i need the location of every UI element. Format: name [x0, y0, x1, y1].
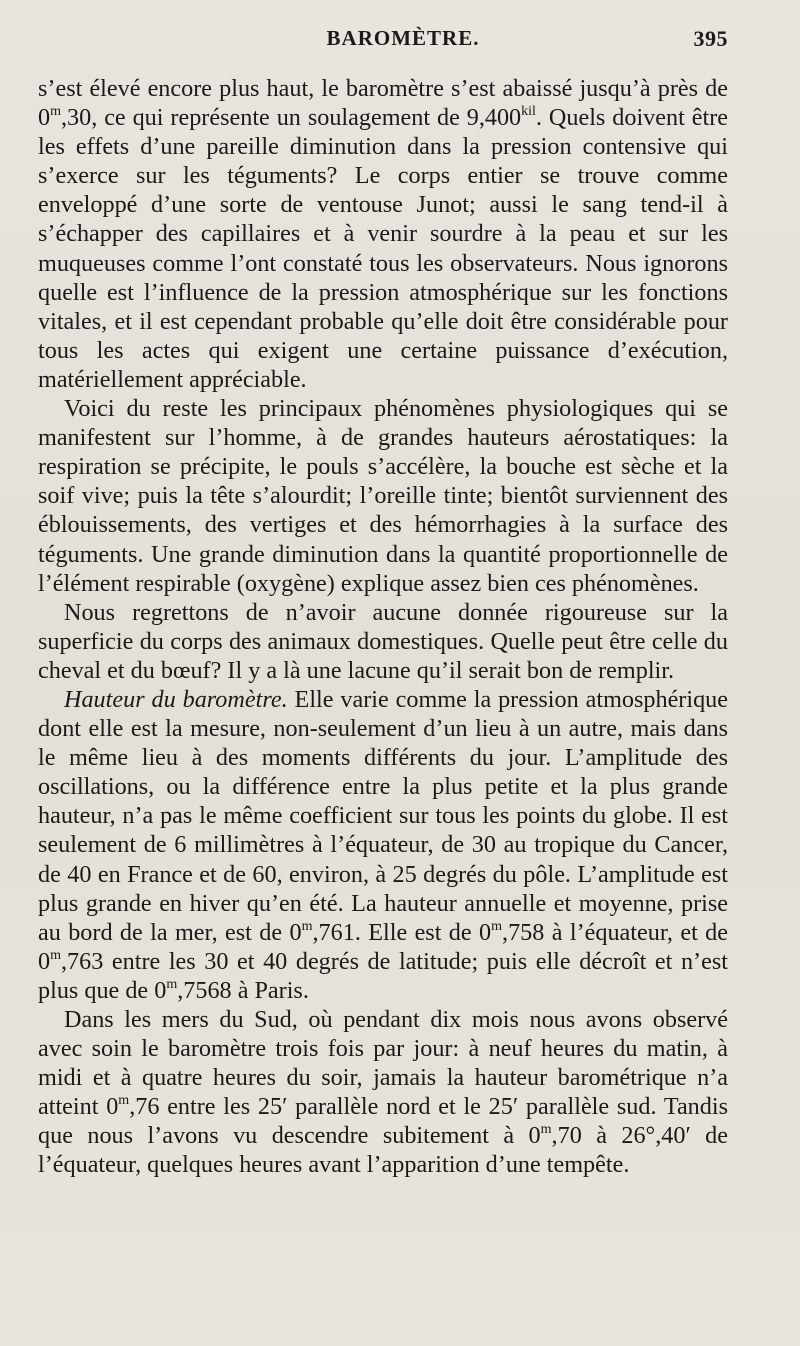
superscript-unit: m: [540, 1121, 552, 1138]
superscript-unit: m: [166, 976, 178, 993]
page-header: [38, 26, 728, 66]
body-text: [38, 74, 728, 1180]
paragraph-text: ,763 entre les 30 et 40 degrés de latitude; puis elle décroît et n’est plus que de 0: [38, 947, 728, 1004]
superscript-unit: m: [50, 947, 61, 963]
superscript-unit: kil: [521, 103, 536, 120]
running-head: BAROMÈTRE.: [326, 26, 480, 50]
paragraph-text: ,30, ce qui représente un soulagement de 9,400: [61, 104, 522, 132]
paragraph-text: ,76 entre les 25′ parallèle nord et le 25′ parallèle sud. Tandis que nous l’avons vu descendre subitement à 0: [38, 1093, 728, 1150]
paragraph: [38, 598, 728, 685]
paragraph-text: Voici du reste les principaux phénomènes physiologiques qui se manifestent sur l’homme, à de grandes hauteurs aérostatiques: la respiration se précipite, le pouls s’accélère, la bouche est sèche et la soif vive; puis la tête s’alourdit; l’oreille tinte; bientôt surviennent des éblouissements, des vertiges et des hémorrhagies à la surface des téguments. Une grande diminution dans la quantité proportionnelle de l’élément respirable (oxygène) explique assez bien ces phénomènes.: [38, 395, 728, 597]
paragraph-text: ,7568 à Paris.: [177, 976, 309, 1004]
paragraph-text: ,70 à 26°,40′ de l’équateur, quelques heures avant l’apparition d’une tempête.: [38, 1122, 729, 1179]
paragraph-text: Elle varie comme la pression atmosphérique dont elle est la mesure, non-seulement d’un lieu à un autre, mais dans le même lieu à des moments différents du jour. L’amplitude des oscillations, ou la différence entre la plus petite et la plus grande hauteur, n’a pas le même coefficient sur tous les points du globe. Il est seulement de 6 millimètres à l’équateur, de 30 au tropique du Cancer, de 40 en France et de 60, environ, à 25 degrés du pôle. L’amplitude est plus grande en hiver qu’en été. La hauteur annuelle et moyenne, prise au bord de la mer, est de 0: [38, 685, 729, 946]
paragraph-text: ,758 à l’équateur, et de 0: [38, 918, 729, 975]
paragraph: [38, 74, 728, 394]
paragraph: [38, 1005, 728, 1180]
page-number: 395: [693, 26, 728, 51]
paragraph: [38, 685, 728, 1005]
superscript-unit: m: [118, 1092, 130, 1109]
superscript-unit: m: [301, 917, 313, 934]
paragraph-text: ,761. Elle est de 0: [312, 918, 492, 946]
paragraph: [38, 394, 728, 598]
superscript-unit: m: [491, 917, 503, 934]
paragraph-text: Nous regrettons de n’avoir aucune donnée rigoureuse sur la superficie du corps des animaux domestiques. Quelle peut être celle du cheval et du bœuf? Il y a là une lacune qu’il serait bon de remplir.: [38, 598, 728, 684]
paragraph-text: . Quels doivent être les effets d’une pareille diminution dans la pression contensive qui s’exerce sur les téguments? Le corps entier se trouve comme enveloppé d’une sorte de ventouse Junot; aussi le sang tend-il à s’échapper des capillaires et à venir sourdre à la peau et sur les muqueuses comme l’ont constaté tous les observateurs. Nous ignorons quelle est l’influence de la pression atmosphérique sur les fonctions vitales, et il est cependant probable qu’elle doit être considérable pour tous les actes qui exigent une certaine puissance d’exécution, matériellement appréciable.: [38, 104, 728, 393]
section-heading-inline: Hauteur du baromètre.: [64, 685, 288, 713]
paragraph-text: s’est élevé encore plus haut, le baromètre s’est abaissé jusqu’à près de 0: [38, 75, 728, 132]
superscript-unit: m: [50, 103, 61, 120]
paragraph-text: Dans les mers du Sud, où pendant dix mois nous avons observé avec soin le baromètre trois fois par jour: à neuf heures du matin, à midi et à quatre heures du soir, jamais la hauteur barométrique n’a atteint 0: [38, 1006, 728, 1121]
